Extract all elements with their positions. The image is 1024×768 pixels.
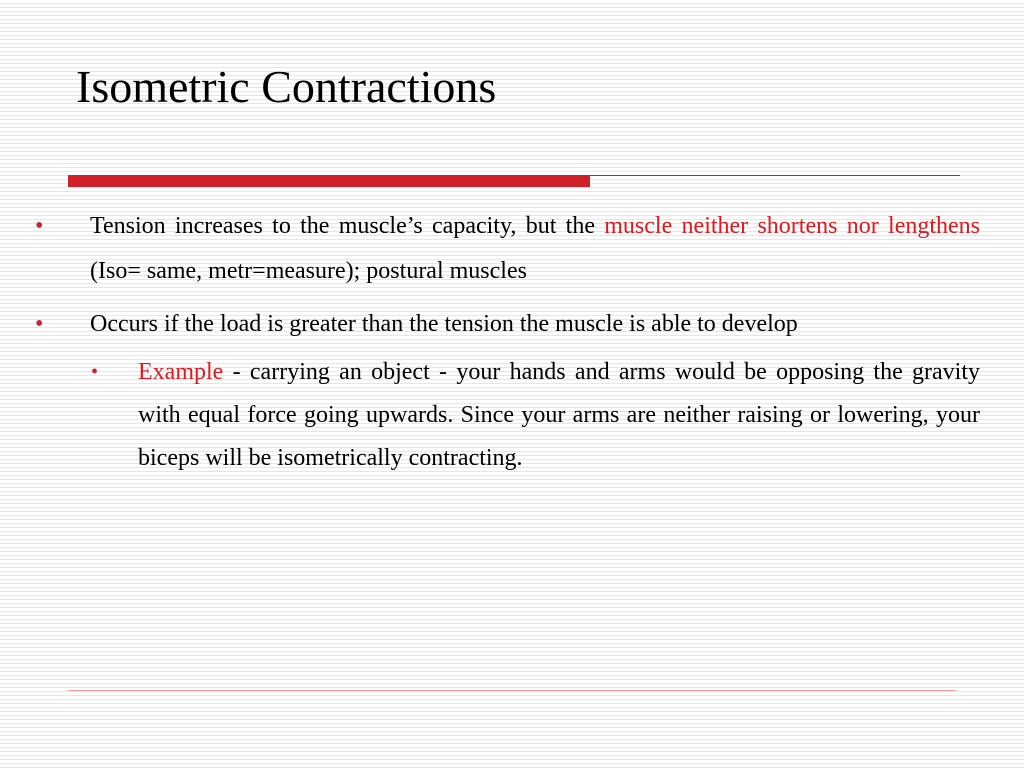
sub-bullet-text: - carrying an object - your hands and arms would be opposing the gravity with equal force going upwards. Since your arms are neither raising or lowering, your biceps will be isometrically contracting. — [138, 359, 980, 471]
bullet-text-continued: (Iso= same, metr=measure); postural muscles — [90, 258, 527, 284]
sub-bullet-marker: • — [91, 361, 99, 383]
bullet-marker: • — [35, 213, 44, 239]
title-underline-thin — [590, 175, 960, 176]
bullet-text: Tension increases to the muscle’s capacity, but the — [90, 213, 605, 239]
title-underline-thick — [68, 175, 590, 187]
bullet-item — [35, 204, 980, 294]
sub-bullet-item — [91, 351, 980, 480]
bullet-marker: • — [35, 311, 44, 337]
footer-divider — [68, 690, 956, 691]
slide-content — [0, 204, 1024, 480]
example-label: Example — [138, 359, 224, 385]
bullet-highlight-text: muscle neither shortens nor lengthens — [604, 213, 980, 239]
bullet-text: Occurs if the load is greater than the tension the muscle is able to develop — [90, 311, 798, 337]
slide-title: Isometric Contractions — [76, 61, 497, 112]
bullet-item — [35, 302, 980, 347]
